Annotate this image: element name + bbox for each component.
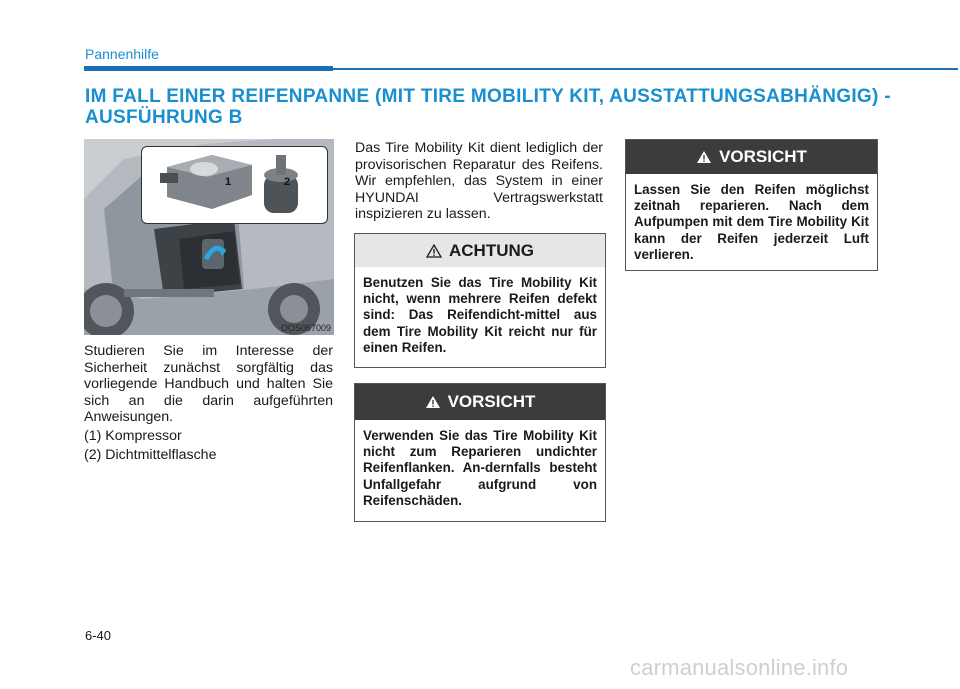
left-paragraph: Studieren Sie im Interesse der Sicherheit zunächst sorgfältig das vorliegende Handbuch und halten Sie sich an die darin aufgeführten Anweisungen. (84, 343, 333, 425)
warning-icon (696, 150, 712, 164)
page-number: 6-40 (85, 628, 112, 643)
section-label: Pannenhilfe (85, 46, 159, 62)
figure-code: OOS067009 (280, 323, 331, 333)
tire-mobility-kit-illustration (142, 147, 327, 223)
figure-inset (141, 146, 328, 224)
vorsicht-header-middle (355, 384, 605, 420)
vorsicht-header-right (626, 140, 877, 174)
header-rule-thick (84, 66, 333, 71)
list-item: (2) Dichtmittelflasche (84, 447, 217, 463)
middle-paragraph: Das Tire Mobility Kit dient lediglich der provisorischen Reparatur des Reifens. Wir empfehlen, das System in einer HYUNDAI Vertragswerkstatt inspizieren zu lassen. (355, 140, 603, 222)
vorsicht-text-middle: Verwenden Sie das Tire Mobility Kit nicht zum Reparieren undichter Reifenflanken. An-dernfalls besteht Unfallgefahr aufgrund von Reifenschäden. (363, 428, 597, 508)
label-1: 1 (225, 176, 232, 188)
achtung-text: Benutzen Sie das Tire Mobility Kit nicht, wenn mehrere Reifen defekt sind: Das Reifendicht-mittel aus dem Tire Mobility Kit reicht nur für einen Reifen. (363, 275, 597, 355)
header-rule-thin (333, 68, 958, 70)
vorsicht-note-middle (354, 383, 606, 522)
warning-icon (425, 395, 441, 409)
page-title: IM FALL EINER REIFENPANNE (MIT TIRE MOBILITY KIT, AUSSTATTUNGSABHÄNGIG) - AUSFÜHRUNG B (85, 86, 891, 128)
watermark: carmanualsonline.info (630, 655, 849, 680)
warning-icon (426, 244, 442, 258)
label-2: 2 (284, 176, 291, 188)
vorsicht-heading-right: VORSICHT (719, 147, 807, 166)
achtung-header (355, 234, 605, 267)
vorsicht-text-right: Lassen Sie den Reifen möglichst zeitnah reparieren. Nach dem Aufpumpen mit dem Tire Mobility Kit kann der Reifen jederzeit Luft verlieren. (634, 182, 869, 262)
achtung-heading: ACHTUNG (449, 240, 534, 260)
achtung-note (354, 233, 606, 368)
vorsicht-heading-middle: VORSICHT (447, 392, 536, 411)
list-item: (1) Kompressor (84, 428, 182, 444)
vorsicht-note-right (625, 139, 878, 271)
